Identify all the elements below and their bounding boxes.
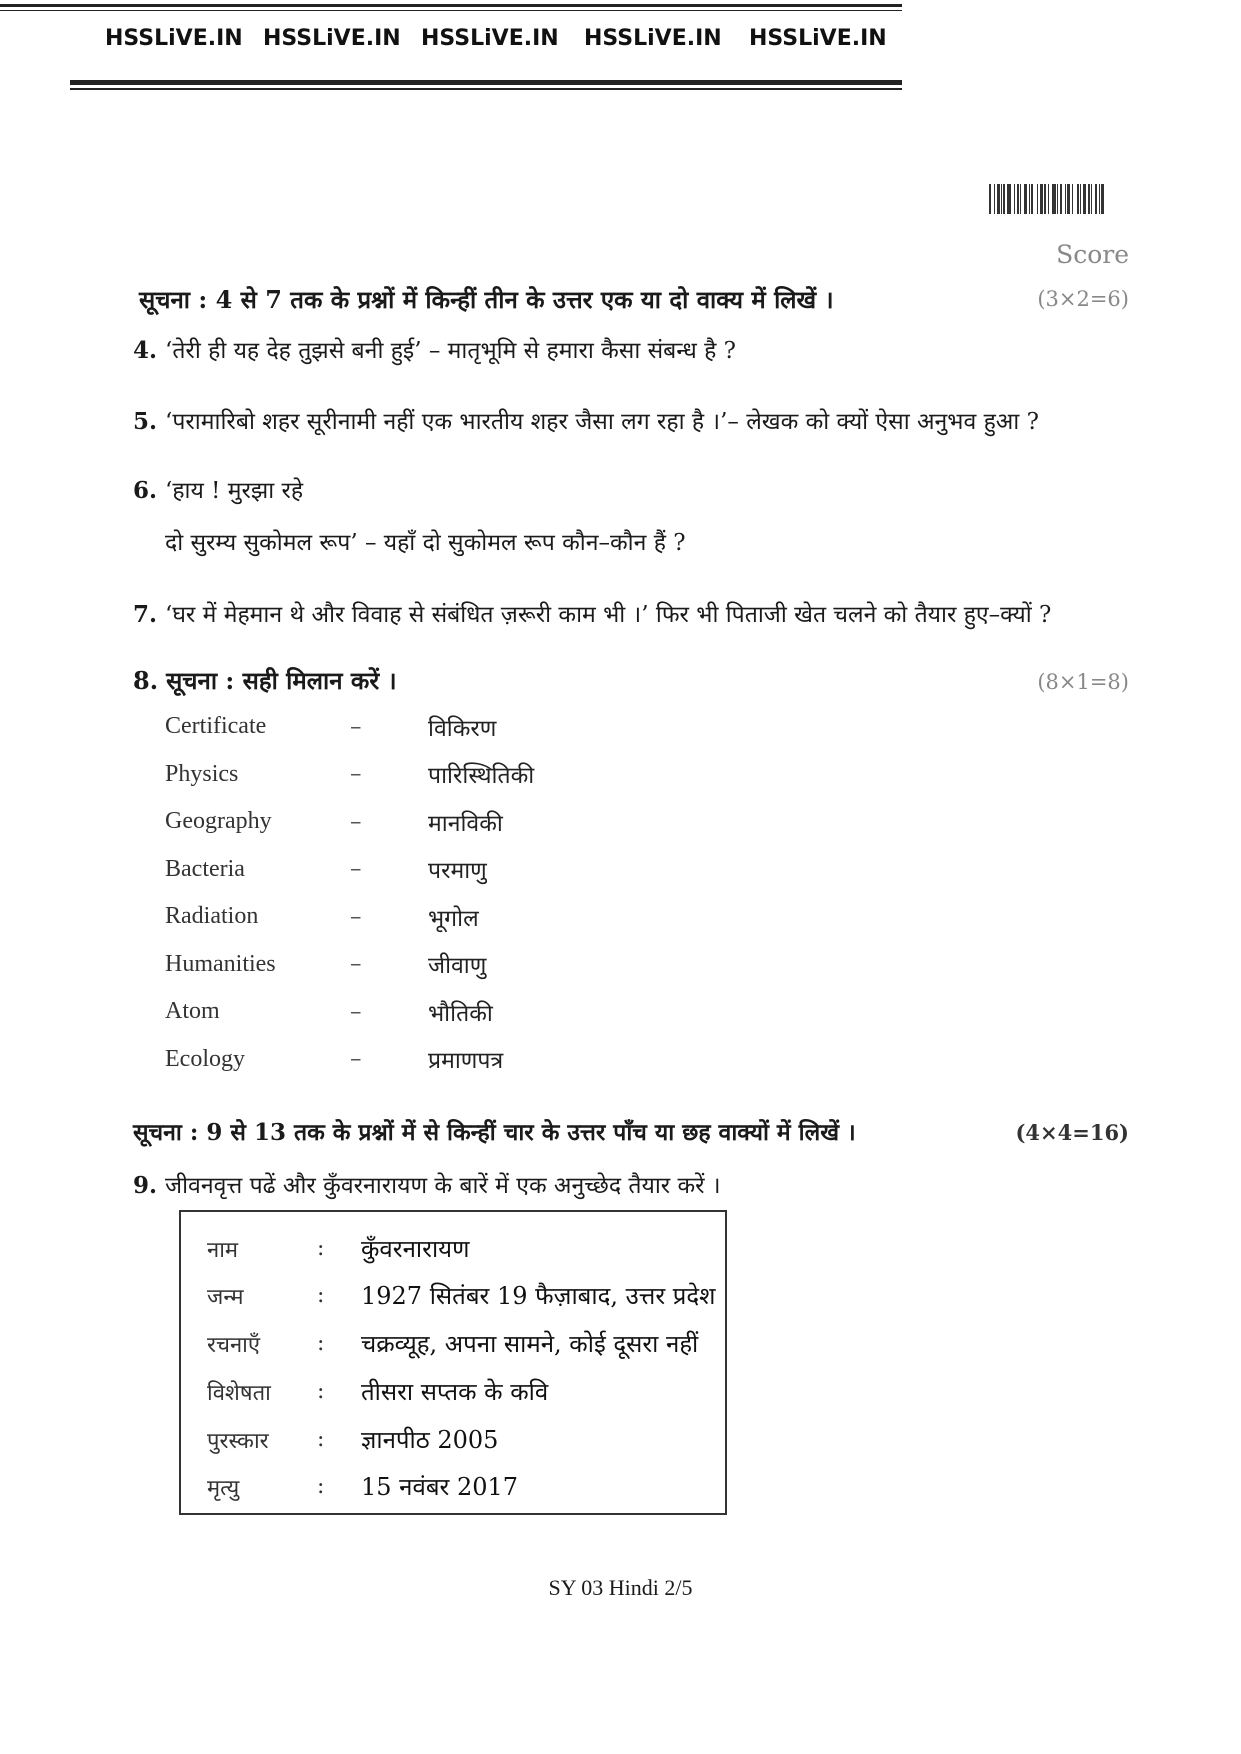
question-text: ‘हाय ! मुरझा रहे bbox=[165, 478, 304, 504]
match-english: Geography bbox=[165, 808, 272, 835]
bio-label: विशेषता bbox=[207, 1380, 271, 1406]
section2-instruction: सूचना : 9 से 13 तक के प्रश्नों में से किन्हीं चार के उत्तर पाँच या छह वाक्यों में लिखें । bbox=[133, 1119, 856, 1146]
question-number: 4. bbox=[133, 337, 158, 364]
page-footer: SY 03 Hindi 2/5 bbox=[548, 1575, 693, 1600]
top-rule-thin bbox=[0, 10, 902, 11]
match-row bbox=[165, 1036, 665, 1084]
match-dash: – bbox=[350, 951, 362, 978]
bio-label: जन्म bbox=[207, 1284, 244, 1310]
match-english: Bacteria bbox=[165, 855, 245, 882]
match-hindi: प्रमाणपत्र bbox=[428, 1048, 504, 1075]
bio-value: 1927 सितंबर 19 फैज़ाबाद, उत्तर प्रदेश bbox=[361, 1282, 716, 1310]
match-hindi: मानविकी bbox=[428, 810, 503, 837]
question-text: जीवनवृत्त पढें और कुँवरनारायण के बारें में एक अनुच्छेद तैयार करें । bbox=[165, 1173, 721, 1199]
bottom-rule-thin bbox=[70, 88, 902, 90]
match-row bbox=[165, 988, 665, 1036]
question-6-line-2: दो सुरम्य सुकोमल रूप’ – यहाँ दो सुकोमल रूप कौन–कौन हैं ? bbox=[165, 530, 686, 556]
match-english: Radiation bbox=[165, 903, 259, 930]
question-5 bbox=[133, 404, 1039, 436]
watermark-text: HSSLiVE.IN bbox=[584, 26, 722, 51]
question-text: ‘घर में मेहमान थे और विवाह से संबंधित ज़रूरी काम भी ।’ फिर भी पिताजी खेत चलने को तैयार हुए–क्यों ? bbox=[165, 602, 1052, 628]
bio-colon: : bbox=[317, 1379, 325, 1404]
bio-value: तीसरा सप्तक के कवि bbox=[361, 1378, 549, 1406]
match-hindi: विकिरण bbox=[428, 715, 497, 742]
match-dash: – bbox=[350, 1046, 362, 1073]
bio-row bbox=[207, 1423, 498, 1456]
bio-value: कुँवरनारायण bbox=[361, 1235, 470, 1263]
question-8 bbox=[133, 664, 397, 697]
bio-row bbox=[207, 1375, 548, 1408]
match-english: Ecology bbox=[165, 1045, 245, 1072]
question-7 bbox=[133, 597, 1051, 629]
question-number: 9. bbox=[133, 1172, 158, 1199]
barcode-graphic bbox=[989, 184, 1129, 214]
section1-instruction: सूचना : 4 से 7 तक के प्रश्नों में किन्हीं तीन के उत्तर एक या दो वाक्य में लिखें । bbox=[139, 285, 834, 314]
bio-value: 15 नवंबर 2017 bbox=[361, 1473, 519, 1501]
bio-value: चक्रव्यूह, अपना सामने, कोई दूसरा नहीं bbox=[361, 1330, 699, 1358]
question8-marks: (8×1=8) bbox=[1037, 670, 1129, 694]
match-hindi: भूगोल bbox=[428, 905, 479, 932]
bio-label: पुरस्कार bbox=[207, 1428, 269, 1454]
bio-colon: : bbox=[317, 1236, 325, 1261]
question-text: ‘परामारिबो शहर सूरीनामी नहीं एक भारतीय शहर जैसा लग रहा है ।’– लेखक को क्यों ऐसा अनुभव हुआ ? bbox=[165, 409, 1039, 435]
bio-row bbox=[207, 1232, 469, 1265]
match-english: Humanities bbox=[165, 950, 276, 977]
match-dash: – bbox=[350, 713, 362, 740]
match-row bbox=[165, 703, 665, 751]
bio-label: रचनाएँ bbox=[207, 1332, 261, 1358]
watermark-text: HSSLiVE.IN bbox=[749, 26, 887, 51]
match-dash: – bbox=[350, 903, 362, 930]
match-row bbox=[165, 846, 665, 894]
bio-label: नाम bbox=[207, 1237, 239, 1263]
match-row bbox=[165, 798, 665, 846]
bio-label: मृत्यु bbox=[207, 1475, 240, 1501]
match-row bbox=[165, 893, 665, 941]
bio-colon: : bbox=[317, 1474, 325, 1499]
match-dash: – bbox=[350, 808, 362, 835]
watermark-text: HSSLiVE.IN bbox=[105, 26, 243, 51]
question-number: 7. bbox=[133, 601, 158, 628]
section2-marks: (4×4=16) bbox=[1015, 1120, 1129, 1145]
watermark-text: HSSLiVE.IN bbox=[421, 26, 559, 51]
watermark-row bbox=[105, 26, 909, 51]
match-english: Physics bbox=[165, 760, 239, 787]
question-6 bbox=[133, 473, 303, 505]
question-9 bbox=[133, 1168, 721, 1200]
bottom-rule bbox=[70, 80, 902, 85]
biography-box bbox=[179, 1210, 727, 1515]
question-number: 8. bbox=[133, 666, 159, 695]
question-text: ‘तेरी ही यह देह तुझसे बनी हुई’ – मातृभूमि से हमारा कैसा संबन्ध है ? bbox=[165, 338, 736, 364]
match-dash: – bbox=[350, 856, 362, 883]
match-dash: – bbox=[350, 761, 362, 788]
match-english: Atom bbox=[165, 998, 220, 1025]
question-instruction: सूचना : सही मिलान करें । bbox=[166, 666, 397, 695]
bio-value: ज्ञानपीठ 2005 bbox=[361, 1426, 499, 1454]
bio-colon: : bbox=[317, 1283, 325, 1308]
match-hindi: भौतिकी bbox=[428, 1000, 493, 1027]
question-number: 5. bbox=[133, 408, 158, 435]
question-4 bbox=[133, 333, 736, 365]
match-hindi: पारिस्थितिकी bbox=[428, 763, 535, 790]
question-number: 6. bbox=[133, 477, 158, 504]
section1-marks: (3×2=6) bbox=[1037, 287, 1129, 311]
bio-row bbox=[207, 1279, 716, 1312]
match-english: Certificate bbox=[165, 713, 267, 740]
match-list bbox=[165, 703, 665, 1083]
bio-row bbox=[207, 1327, 698, 1360]
match-row bbox=[165, 941, 665, 989]
bio-colon: : bbox=[317, 1427, 325, 1452]
match-dash: – bbox=[350, 998, 362, 1025]
bio-row bbox=[207, 1470, 518, 1503]
watermark-text: HSSLiVE.IN bbox=[263, 26, 401, 51]
bio-colon: : bbox=[317, 1331, 325, 1356]
top-rule bbox=[0, 4, 902, 7]
match-hindi: परमाणु bbox=[428, 858, 487, 885]
score-label: Score bbox=[1056, 240, 1129, 269]
match-hindi: जीवाणु bbox=[428, 953, 487, 980]
match-row bbox=[165, 751, 665, 799]
